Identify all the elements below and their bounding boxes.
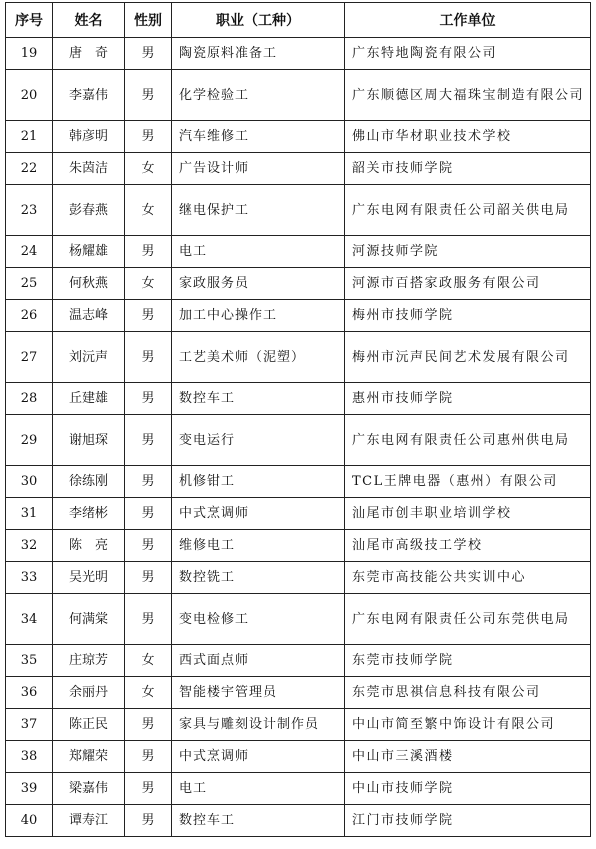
cell-name: 吴光明	[53, 562, 125, 594]
cell-gender: 男	[125, 332, 172, 383]
cell-job: 数控车工	[172, 383, 345, 415]
table-row	[6, 709, 591, 741]
cell-job: 机修钳工	[172, 466, 345, 498]
header-job: 职业（工种）	[172, 3, 345, 38]
cell-unit: 广东电网有限责任公司惠州供电局	[345, 415, 591, 466]
table-row	[6, 498, 591, 530]
cell-name: 谭寿江	[53, 805, 125, 837]
table-body	[6, 38, 591, 837]
cell-unit: 东莞市思祺信息科技有限公司	[345, 677, 591, 709]
cell-unit: 韶关市技师学院	[345, 153, 591, 185]
cell-num: 23	[6, 185, 53, 236]
cell-job: 维修电工	[172, 530, 345, 562]
cell-num: 20	[6, 70, 53, 121]
cell-unit: 广东电网有限责任公司东莞供电局	[345, 594, 591, 645]
cell-name: 余丽丹	[53, 677, 125, 709]
header-num: 序号	[6, 3, 53, 38]
cell-num: 24	[6, 236, 53, 268]
cell-num: 31	[6, 498, 53, 530]
cell-job: 变电运行	[172, 415, 345, 466]
table-row	[6, 268, 591, 300]
table-row	[6, 530, 591, 562]
cell-num: 40	[6, 805, 53, 837]
header-unit: 工作单位	[345, 3, 591, 38]
header-name: 姓名	[53, 3, 125, 38]
cell-unit: 佛山市华材职业技术学校	[345, 121, 591, 153]
cell-job: 家具与雕刻设计制作员	[172, 709, 345, 741]
table-row	[6, 332, 591, 383]
cell-gender: 男	[125, 562, 172, 594]
cell-unit: 梅州市技师学院	[345, 300, 591, 332]
cell-name: 陈正民	[53, 709, 125, 741]
cell-unit: 广东特地陶瓷有限公司	[345, 38, 591, 70]
cell-unit: 中山市简至繁中饰设计有限公司	[345, 709, 591, 741]
table-row	[6, 741, 591, 773]
cell-num: 29	[6, 415, 53, 466]
cell-name: 韩彦明	[53, 121, 125, 153]
table-row	[6, 415, 591, 466]
cell-num: 19	[6, 38, 53, 70]
table-row	[6, 153, 591, 185]
cell-unit: 东莞市高技能公共实训中心	[345, 562, 591, 594]
cell-name: 李嘉伟	[53, 70, 125, 121]
cell-unit: 汕尾市高级技工学校	[345, 530, 591, 562]
cell-num: 33	[6, 562, 53, 594]
cell-name: 唐 奇	[53, 38, 125, 70]
table-row	[6, 677, 591, 709]
cell-num: 38	[6, 741, 53, 773]
table-row	[6, 383, 591, 415]
table-row	[6, 300, 591, 332]
cell-job: 数控铣工	[172, 562, 345, 594]
roster-table	[5, 2, 591, 837]
cell-num: 26	[6, 300, 53, 332]
cell-num: 37	[6, 709, 53, 741]
cell-gender: 女	[125, 268, 172, 300]
cell-unit: 中山市技师学院	[345, 773, 591, 805]
cell-gender: 女	[125, 185, 172, 236]
table-row	[6, 594, 591, 645]
cell-num: 30	[6, 466, 53, 498]
cell-gender: 男	[125, 38, 172, 70]
cell-job: 工艺美术师（泥塑）	[172, 332, 345, 383]
cell-unit: 广东顺德区周大福珠宝制造有限公司	[345, 70, 591, 121]
cell-unit: 河源市百搭家政服务有限公司	[345, 268, 591, 300]
table-row	[6, 185, 591, 236]
cell-num: 36	[6, 677, 53, 709]
table-row	[6, 645, 591, 677]
cell-name: 彭春燕	[53, 185, 125, 236]
cell-unit: 汕尾市创丰职业培训学校	[345, 498, 591, 530]
cell-name: 庄琼芳	[53, 645, 125, 677]
cell-name: 何秋燕	[53, 268, 125, 300]
cell-gender: 男	[125, 709, 172, 741]
cell-job: 中式烹调师	[172, 498, 345, 530]
cell-job: 家政服务员	[172, 268, 345, 300]
cell-name: 刘沅声	[53, 332, 125, 383]
cell-num: 25	[6, 268, 53, 300]
cell-job: 智能楼宇管理员	[172, 677, 345, 709]
table-row	[6, 38, 591, 70]
cell-gender: 男	[125, 70, 172, 121]
cell-gender: 男	[125, 805, 172, 837]
table-row	[6, 562, 591, 594]
cell-num: 27	[6, 332, 53, 383]
cell-gender: 男	[125, 466, 172, 498]
cell-job: 西式面点师	[172, 645, 345, 677]
cell-gender: 男	[125, 415, 172, 466]
cell-gender: 男	[125, 121, 172, 153]
cell-gender: 女	[125, 153, 172, 185]
cell-job: 电工	[172, 773, 345, 805]
cell-num: 21	[6, 121, 53, 153]
cell-name: 丘建雄	[53, 383, 125, 415]
cell-name: 温志峰	[53, 300, 125, 332]
cell-unit: 河源技师学院	[345, 236, 591, 268]
cell-job: 陶瓷原料准备工	[172, 38, 345, 70]
header-row	[6, 3, 591, 38]
cell-unit: 广东电网有限责任公司韶关供电局	[345, 185, 591, 236]
cell-num: 35	[6, 645, 53, 677]
cell-job: 广告设计师	[172, 153, 345, 185]
cell-job: 加工中心操作工	[172, 300, 345, 332]
cell-num: 34	[6, 594, 53, 645]
table-row	[6, 70, 591, 121]
cell-name: 陈 亮	[53, 530, 125, 562]
cell-job: 化学检验工	[172, 70, 345, 121]
cell-unit: 惠州市技师学院	[345, 383, 591, 415]
cell-name: 李绪彬	[53, 498, 125, 530]
cell-job: 继电保护工	[172, 185, 345, 236]
cell-num: 22	[6, 153, 53, 185]
cell-name: 徐练刚	[53, 466, 125, 498]
cell-name: 朱茵洁	[53, 153, 125, 185]
table-row	[6, 805, 591, 837]
header-gender: 性别	[125, 3, 172, 38]
cell-name: 谢旭琛	[53, 415, 125, 466]
cell-job: 数控车工	[172, 805, 345, 837]
roster-table-container	[5, 2, 591, 837]
cell-gender: 男	[125, 383, 172, 415]
cell-name: 梁嘉伟	[53, 773, 125, 805]
cell-gender: 女	[125, 645, 172, 677]
cell-num: 39	[6, 773, 53, 805]
cell-gender: 女	[125, 677, 172, 709]
cell-gender: 男	[125, 741, 172, 773]
cell-name: 郑耀荣	[53, 741, 125, 773]
cell-name: 杨耀雄	[53, 236, 125, 268]
table-row	[6, 466, 591, 498]
cell-unit: TCL王牌电器（惠州）有限公司	[345, 466, 591, 498]
cell-job: 电工	[172, 236, 345, 268]
table-row	[6, 236, 591, 268]
cell-unit: 江门市技师学院	[345, 805, 591, 837]
cell-gender: 男	[125, 530, 172, 562]
cell-name: 何满棠	[53, 594, 125, 645]
cell-job: 汽车维修工	[172, 121, 345, 153]
cell-job: 变电检修工	[172, 594, 345, 645]
cell-gender: 男	[125, 300, 172, 332]
cell-unit: 中山市三溪酒楼	[345, 741, 591, 773]
cell-num: 28	[6, 383, 53, 415]
cell-num: 32	[6, 530, 53, 562]
cell-unit: 东莞市技师学院	[345, 645, 591, 677]
cell-job: 中式烹调师	[172, 741, 345, 773]
cell-gender: 男	[125, 773, 172, 805]
cell-gender: 男	[125, 498, 172, 530]
table-row	[6, 773, 591, 805]
cell-unit: 梅州市沅声民间艺术发展有限公司	[345, 332, 591, 383]
cell-gender: 男	[125, 236, 172, 268]
cell-gender: 男	[125, 594, 172, 645]
table-row	[6, 121, 591, 153]
